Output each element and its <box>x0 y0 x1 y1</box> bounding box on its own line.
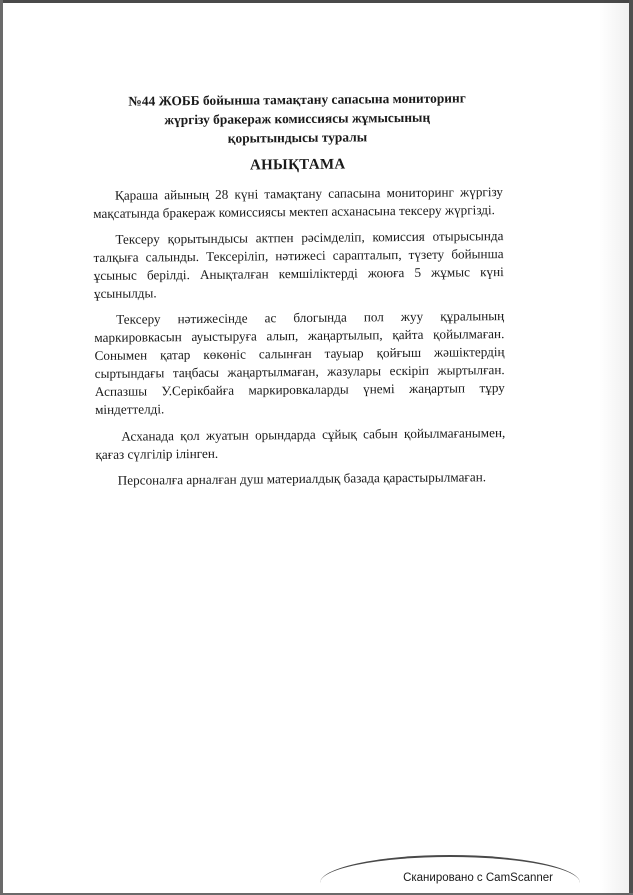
paragraph-4: Асханада қол жуатын орындарда сұйық сабын қойылмағанымен, қағаз сүлгілір ілінген. <box>95 425 506 462</box>
document-heading: АНЫҚТАМА <box>249 156 346 174</box>
paragraph-5: Персоналға арналған душ материалдық базада қарастырылмаған. <box>117 469 487 488</box>
document-body <box>92 88 506 498</box>
scan-border-right <box>629 0 633 895</box>
page-shadow <box>599 0 629 895</box>
paragraph-3: Тексеру нәтижесінде ас блогында пол жуу құралының маркировкасын ауыстыруға алып, жаңартылып, қайта қойылмаған. Сонымен қатар көкөніс салынған тауыар қойғыш жәшіктердің сыртындағы таңбасы жаңартылмаған, жазулары ескіріп жыртылған. Аспазшы У.Серікбайға маркировкаларды үнемі жаңартып тұру міндеттелді. <box>94 308 505 417</box>
paragraph-1: Қараша айының 28 күні тамақтану сапасына мониторинг жүргізу мақсатында бракераж комиссиясы мектеп асханасына тексеру жүргізді. <box>93 184 504 221</box>
scan-border-left <box>0 0 3 895</box>
document-title <box>92 88 503 149</box>
scan-border-top <box>0 0 633 3</box>
scanner-watermark: Сканировано с CamScanner <box>403 872 553 884</box>
paragraph-2: Тексеру қорытындысы актпен рәсімделіп, комиссия отырысында талқыға салынды. Тексеріліп, нәтижесі сарапталып, түзету бойынша ұсыныс берілді. Анықталған кемшіліктерді жоюға 5 жұмыс күні ұсынылды. <box>93 228 504 301</box>
title-line-3: қорытындысы туралы <box>227 129 368 146</box>
title-line-2: жүргізу бракераж комиссиясы жұмысының <box>164 109 431 128</box>
title-line-1: №44 ЖОББ бойынша тамақтану сапасына мониторинг <box>128 90 466 109</box>
